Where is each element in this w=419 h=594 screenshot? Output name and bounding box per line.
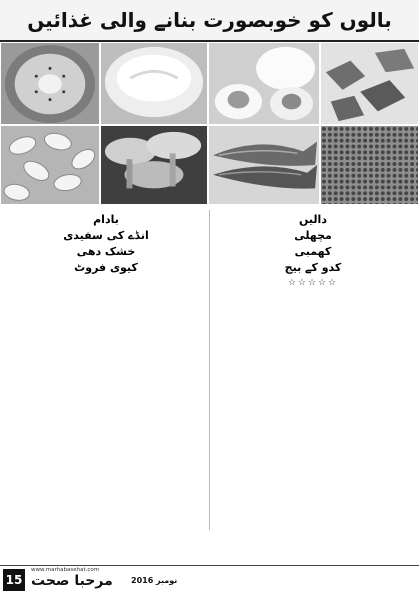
left-column bbox=[213, 210, 413, 540]
image-grid bbox=[0, 42, 419, 205]
heading-pumpkin-seeds: کدو کے بیج bbox=[284, 261, 342, 274]
heading-fish: مچھلی bbox=[294, 229, 332, 242]
page-footer bbox=[0, 565, 419, 594]
heading-lentils: دالیں bbox=[299, 213, 327, 226]
yogurt-image bbox=[100, 42, 208, 125]
magazine-name: مرحبا صحت bbox=[31, 573, 113, 589]
lentils-image bbox=[320, 125, 419, 205]
heading-egg-white: انڈے کی سفیدی bbox=[63, 229, 149, 242]
article-title: بالوں کو خوبصورت بنانے والی غذائیں bbox=[27, 8, 392, 32]
magazine-logo bbox=[31, 567, 181, 593]
heading-mushroom: کھمبی bbox=[294, 245, 332, 258]
right-column bbox=[6, 210, 206, 540]
issue-date: نومبر 2016 bbox=[131, 576, 178, 585]
title-banner bbox=[0, 0, 419, 42]
brazil-nuts-image bbox=[320, 42, 419, 125]
kiwi-image bbox=[0, 42, 100, 125]
page-number: 15 bbox=[3, 569, 25, 591]
site-url[interactable]: www.marhabasehat.com bbox=[31, 567, 100, 573]
mushrooms-image bbox=[100, 125, 208, 205]
heading-kiwi: کیوی فروٹ bbox=[74, 261, 138, 274]
heading-almonds: بادام bbox=[93, 213, 119, 226]
column-divider bbox=[209, 210, 210, 530]
heading-dry-yogurt: خشک دھی bbox=[76, 245, 136, 258]
pumpkin-seeds-image bbox=[0, 125, 100, 205]
eggs-image bbox=[208, 42, 320, 125]
end-stars: ☆☆☆☆☆ bbox=[287, 278, 339, 288]
text-columns bbox=[6, 210, 413, 540]
fish-image bbox=[208, 125, 320, 205]
